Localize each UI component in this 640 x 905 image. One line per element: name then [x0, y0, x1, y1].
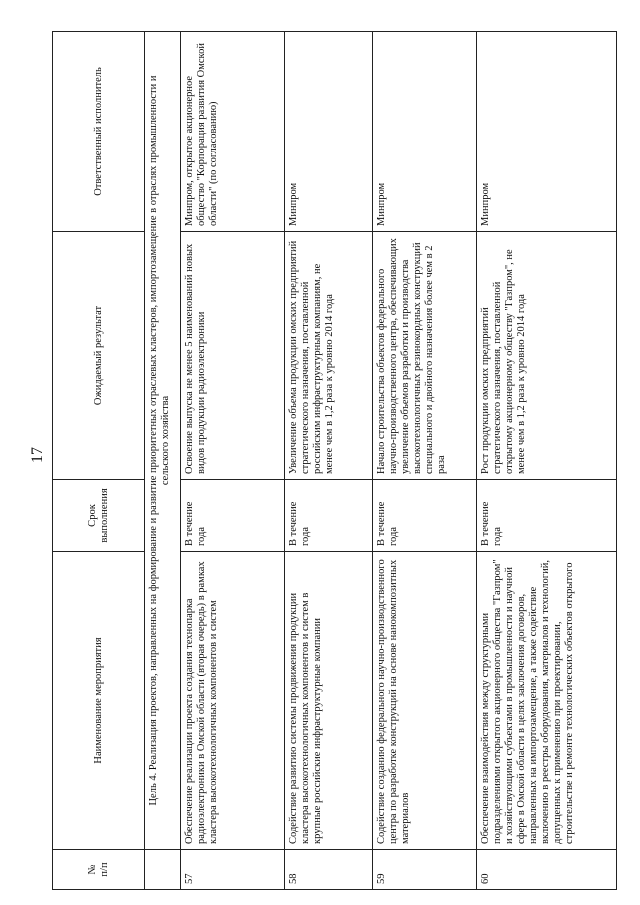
header-name: Наименование мероприятия — [53, 552, 145, 850]
row-name: Обеспечение взаимодействия между структурными подразделениями открытого акционерного общества "Газпром" и хозяйствующими субъектами в промышленности и научной сфере в Омской области в целях заключения договоров, направленных на импортозамещение, а также содействие включению в реестры оборудования, материалов и технологий, допущенных к применению при проектировании, строительстве и ремонте технологических объектов открытого — [477, 552, 617, 850]
header-num: № п/п — [53, 850, 145, 890]
table-row — [373, 32, 477, 890]
goal-spacer — [145, 850, 181, 890]
row-result: Начало строительства объектов федерального научно-производственного центра, обеспечивающих увеличение объемов разработки и производства высокотехнологичных резинокордных конструкций специального и двойного назначения более чем в 2 раза — [373, 232, 477, 480]
table-row — [477, 32, 617, 890]
row-num: 59 — [373, 850, 477, 890]
row-name: Содействие созданию федерального научно-производственного центра по разработке конструкций на основе нанокомпозитных материалов — [373, 552, 477, 850]
row-result: Освоение выпуска не менее 5 наименований новых видов продукции радиоэлектроники — [181, 232, 285, 480]
row-responsible: Минпром — [285, 32, 373, 232]
row-term: В течение года — [285, 480, 373, 552]
row-result: Рост продукции омских предприятий стратегического назначения, поставленной открытому акционерному обществу "Газпром", не менее чем в 1,2 раза к уровню 2014 года — [477, 232, 617, 480]
row-num: 60 — [477, 850, 617, 890]
row-term: В течение года — [477, 480, 617, 552]
row-result: Увеличение объема продукции омских предприятий стратегического назначения, поставленной российским инфраструктурным компаниям, не менее чем в 1,2 раза к уровню 2014 года — [285, 232, 373, 480]
row-name: Содействие развитию системы продвижения продукции кластера высокотехнологичных компонентов и систем в крупные российские инфраструктурные компании — [285, 552, 373, 850]
header-term: Срок выполнения — [53, 480, 145, 552]
row-term: В течение года — [181, 480, 285, 552]
table-header-row — [53, 32, 145, 890]
goal-row — [145, 32, 181, 890]
header-responsible: Ответственный исполнитель — [53, 32, 145, 232]
plan-table — [52, 31, 617, 890]
row-num: 57 — [181, 850, 285, 890]
goal-text: Цель 4. Реализация проектов, направленных на формирование и развитие приоритетных отраслевых кластеров, импортозамещение в отраслях промышленности и сельского хозяйства — [145, 32, 181, 850]
table-row — [181, 32, 285, 890]
table-row — [285, 32, 373, 890]
plan-table-container — [52, 32, 616, 890]
row-term: В течение года — [373, 480, 477, 552]
row-name: Обеспечение реализации проекта создания технопарка радиоэлектроники в Омской области (вторая очередь) в рамках кластера высокотехнологичных компонентов и систем — [181, 552, 285, 850]
rotated-table-wrapper — [52, 32, 616, 890]
page-number: 17 — [29, 447, 46, 463]
row-responsible: Минпром — [477, 32, 617, 232]
header-result: Ожидаемый результат — [53, 232, 145, 480]
row-num: 58 — [285, 850, 373, 890]
row-responsible: Минпром — [373, 32, 477, 232]
row-responsible: Минпром, открытое акционерное общество "Корпорация развития Омской области" (по согласованию) — [181, 32, 285, 232]
